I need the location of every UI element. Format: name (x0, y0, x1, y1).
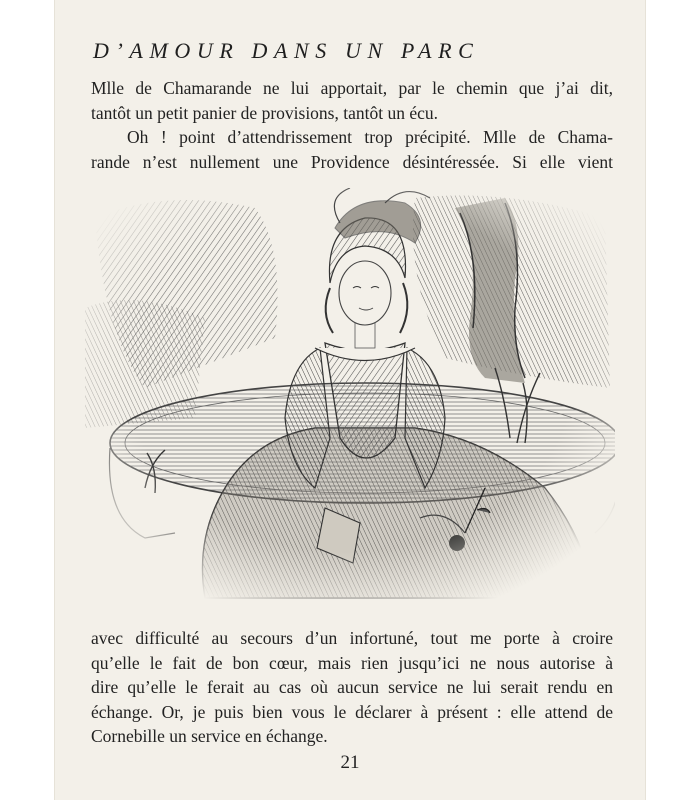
page-number: 21 (340, 752, 360, 773)
lower-text-block (91, 626, 613, 749)
etching-illustration (85, 188, 615, 606)
running-head: D’AMOUR DANS UN PARC (93, 38, 480, 63)
paragraph-3-line-3: dire qu’elle le ferait au cas où aucun service ne lui serait rendu en (91, 677, 613, 697)
paragraph-3-line-4: échange. Or, je puis bien vous le déclarer à présent : elle attend de (91, 701, 613, 722)
book-page (55, 0, 645, 800)
paragraph-3-line-2: qu’elle le fait de bon cœur, mais rien jusqu’ici ne nous autorise à (91, 652, 613, 673)
paragraph-3-line-1: avec difficulté au secours d’un infortuné, tout me porte à croire (91, 628, 613, 648)
paragraph-2-line-1: Oh ! point d’attendrissement trop précipité. Mlle de Chama- (127, 127, 613, 147)
upper-text-block (91, 76, 613, 174)
paragraph-1-line-1: Mlle de Chamarande ne lui apportait, par le chemin que j’ai dit, (91, 78, 613, 98)
paragraph-1-line-2: tantôt un petit panier de provisions, tantôt un écu. (91, 102, 439, 123)
paragraph-2-line-2: rande n’est nullement une Providence désintéressée. Si elle vient (91, 151, 613, 172)
paragraph-3-line-5: Cornebille un service en échange. (91, 726, 328, 746)
